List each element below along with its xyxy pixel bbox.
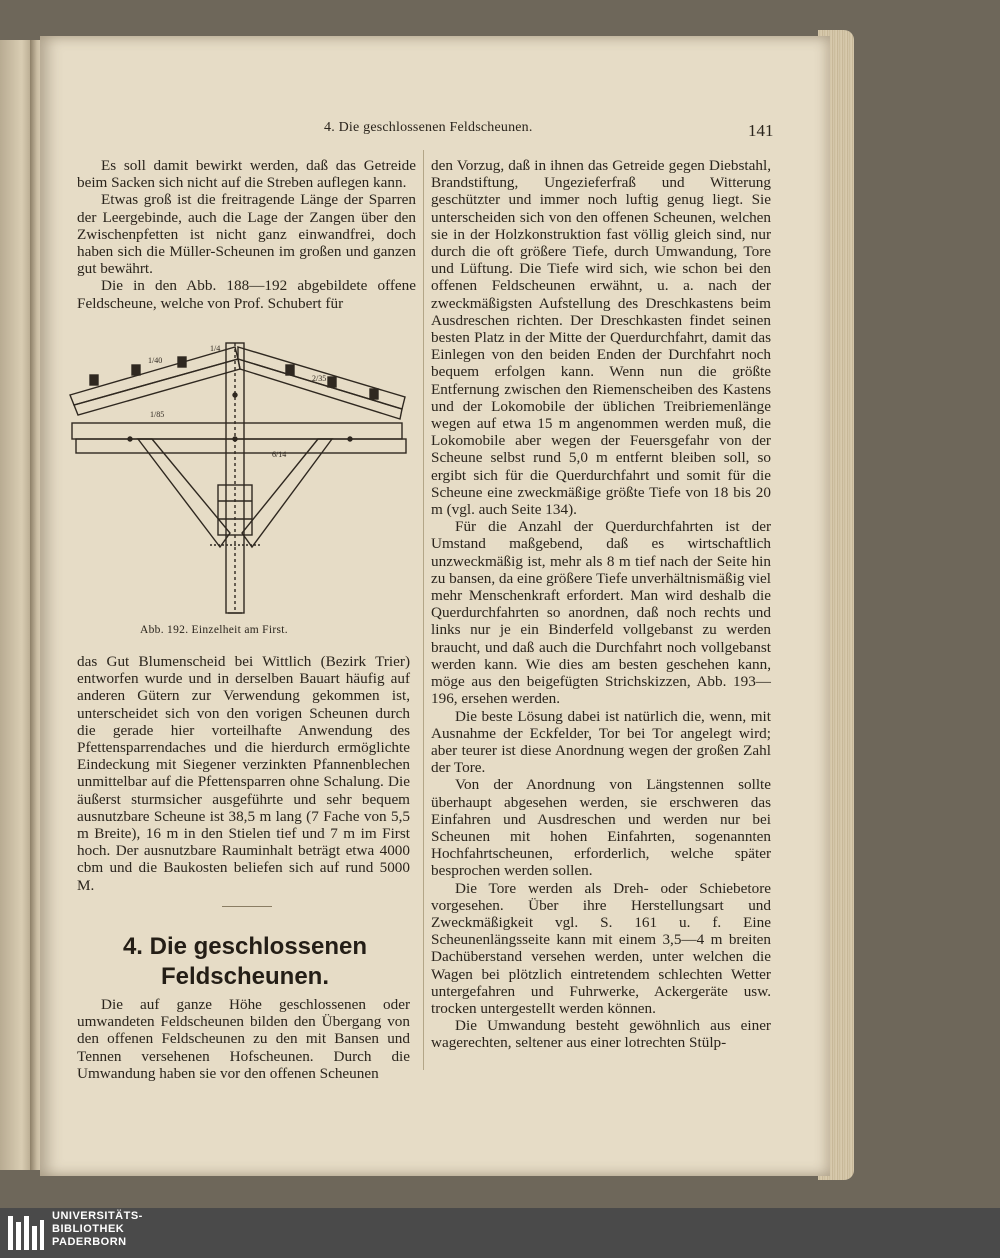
svg-text:2/35: 2/35 — [312, 374, 327, 383]
library-logo-icon — [6, 1212, 46, 1254]
paragraph: Etwas groß ist die freitragende Länge der Sparren der Leergebinde, auch die Lage der Zangen über den Zwischenpfetten ist nicht ganz einwandfrei, doch haben sich die Müller-Scheunen im großen und ganzen gut bewährt. — [77, 191, 416, 278]
roof-ridge-detail-figure — [60, 335, 415, 620]
section-heading: 4. Die geschlossenen Feldscheunen. — [122, 933, 368, 990]
left-brace — [138, 439, 230, 547]
paragraph: Die auf ganze Höhe geschlossenen oder umwandeten Feldscheunen bilden den Übergang von den offenen Feldscheunen zu den mit Bansen und Tennen versehenen Hofscheunen. Durch die Umwandung haben sie vor den offenen Scheunen — [77, 996, 410, 1082]
left-column-bottom — [77, 653, 410, 894]
paragraph: Die beste Lösung dabei ist natürlich die, wenn, mit Ausnahme der Eckfelder, Tor bei Tor angelegt wird; aber teurer ist diese Anordnung wegen der großen Zahl der Tore. — [431, 707, 771, 777]
library-name — [52, 1210, 143, 1249]
left-column-top — [77, 157, 416, 312]
paragraph: Die Umwandung besteht gewöhnlich aus einer wagerechten, seltener aus einer lotrechten Stülp- — [431, 1017, 771, 1052]
right-brace — [242, 439, 332, 547]
paragraph: Für die Anzahl der Querdurchfahrten ist der Umstand maßgebend, daß es wirtschaftlich unzweckmäßig ist, mehr als 8 m tief nach der Seite hin zu bansen, da eine größere Tiefe unverhältnismäßig viel mehr Menschenkraft erfordert. Man wird deshalb die Querdurchfahrten so anordnen, daß noch rechts und links nur je ein Binderfeld vollgebanst zu werden braucht, und daß auch die Durchfahrt noch vollgebanst werden kann. Wie dies am besten geschehen kann, möge aus den beigefügten Strichskizzen, Abb. 193—196, ersehen werden. — [431, 518, 771, 708]
section-rule — [222, 906, 272, 907]
paragraph: Es soll damit bewirkt werden, daß das Getreide beim Sacken sich nicht auf die Streben auflegen kann. — [77, 157, 416, 192]
paragraph: Die Tore werden als Dreh- oder Schiebetore vorgesehen. Über ihre Herstellungsart und Zweckmäßigkeit vgl. S. 161 u. f. Eine Scheunenlängsseite kann mit einem 3,5—4 m breiten Dachüberstand versehen werden, unter welchen die Wagen bei plötzlich eintretendem schlechten Wetter untergefahren und Fuhrwerke, Ackergeräte usw. trocken untergestellt werden können. — [431, 879, 771, 1017]
library-line: BIBLIOTHEK — [52, 1223, 125, 1235]
paragraph: den Vorzug, daß in ihnen das Getreide gegen Diebstahl, Brandstiftung, Ungezieferfraß und Witterung geschützter und immer noch luftig genug liegt. Sie unterscheiden sich von den offenen Scheunen, welchen sie in der Holzkonstruktion fast völlig gleich sind, nur durch die oft größere Tiefe, durch Umwandung, Tore und Lüftung. Die Tiefe wird sich, wie schon bei den offenen Feldscheunen erwähnt, u. a. nach der zweckmäßigsten Aufstellung des Dreschkastens beim Ausdreschen richten. Der Dreschkasten findet seinen besten Platz in der Mitte der Querdurchfahrt, damit das Einlegen von den beiden Enden der Durchfahrt noch bequem erfolgen kann. Wenn nun die größte Entfernung zwischen den Riemenscheiben des Kastens und der Lokomobile der üblichen Treibriemenlänge wegen auf etwa 15 m angenommen werden muß, die Lokomobile aber wegen der Feuersgefahr von der Scheune selbst rund 5,0 m entfernt bleiben soll, so ergibt sich für die Querdurchfahrt und somit für die Scheune eine zweckmäßige größte Tiefe von 18 bis 20 m (vgl. auch Seite 134). — [431, 157, 771, 519]
paragraph: das Gut Blumenscheid bei Wittlich (Bezirk Trier) entworfen wurde und in derselben Bauart häufig auf anderen Gütern zur Verwendung gekommen ist, unterscheidet sich von den vorigen Scheunen durch die gerade hier vorteilhafte Anwendung des Pfettensparrendaches und die hierdurch ermöglichte Eindeckung mit Siegener verzinkten Pfannenblechen unmittelbar auf die Pfettensparren ohne Schalung. Die äußerst sturmsicher ausgeführte und sehr bequem ausnutzbare Scheune ist 38,5 m lang (7 Fache von 5,5 m Breite), 16 m in den Stielen tief und 7 m im First hoch. Der ausnutzbare Rauminhalt beträgt etwa 4000 cbm und die Baukosten beliefen sich auf rund 5000 M. — [77, 653, 410, 894]
paragraph: Die in den Abb. 188—192 abgebildete offene Feldscheune, welche von Prof. Schubert für — [77, 277, 416, 312]
paragraph: Von der Anordnung von Längstennen sollte überhaupt abgesehen werden, sie erschweren das Einfahren und Ausdreschen und werden nur bei Scheunen mit hohen Einfahrten, sogenannten Hochfahrtscheunen, erforderlich, welche später besprochen werden sollen. — [431, 776, 771, 880]
library-line: PADERBORN — [52, 1236, 127, 1248]
right-column — [431, 157, 771, 1052]
svg-text:6/14: 6/14 — [272, 450, 287, 459]
running-title: 4. Die geschlossenen Feldscheunen. — [324, 120, 533, 135]
figure-caption: Abb. 192. Einzelheit am First. — [140, 624, 288, 636]
library-line: UNIVERSITÄTS- — [52, 1210, 143, 1222]
left-column-section-text — [77, 996, 410, 1082]
svg-text:1/40: 1/40 — [148, 356, 163, 365]
collar-beam — [72, 423, 402, 439]
page-number: 141 — [748, 121, 774, 140]
library-footer-bar — [0, 1208, 1000, 1258]
svg-text:1/85: 1/85 — [150, 410, 165, 419]
svg-text:1/4: 1/4 — [210, 344, 221, 353]
column-divider — [423, 150, 424, 1070]
